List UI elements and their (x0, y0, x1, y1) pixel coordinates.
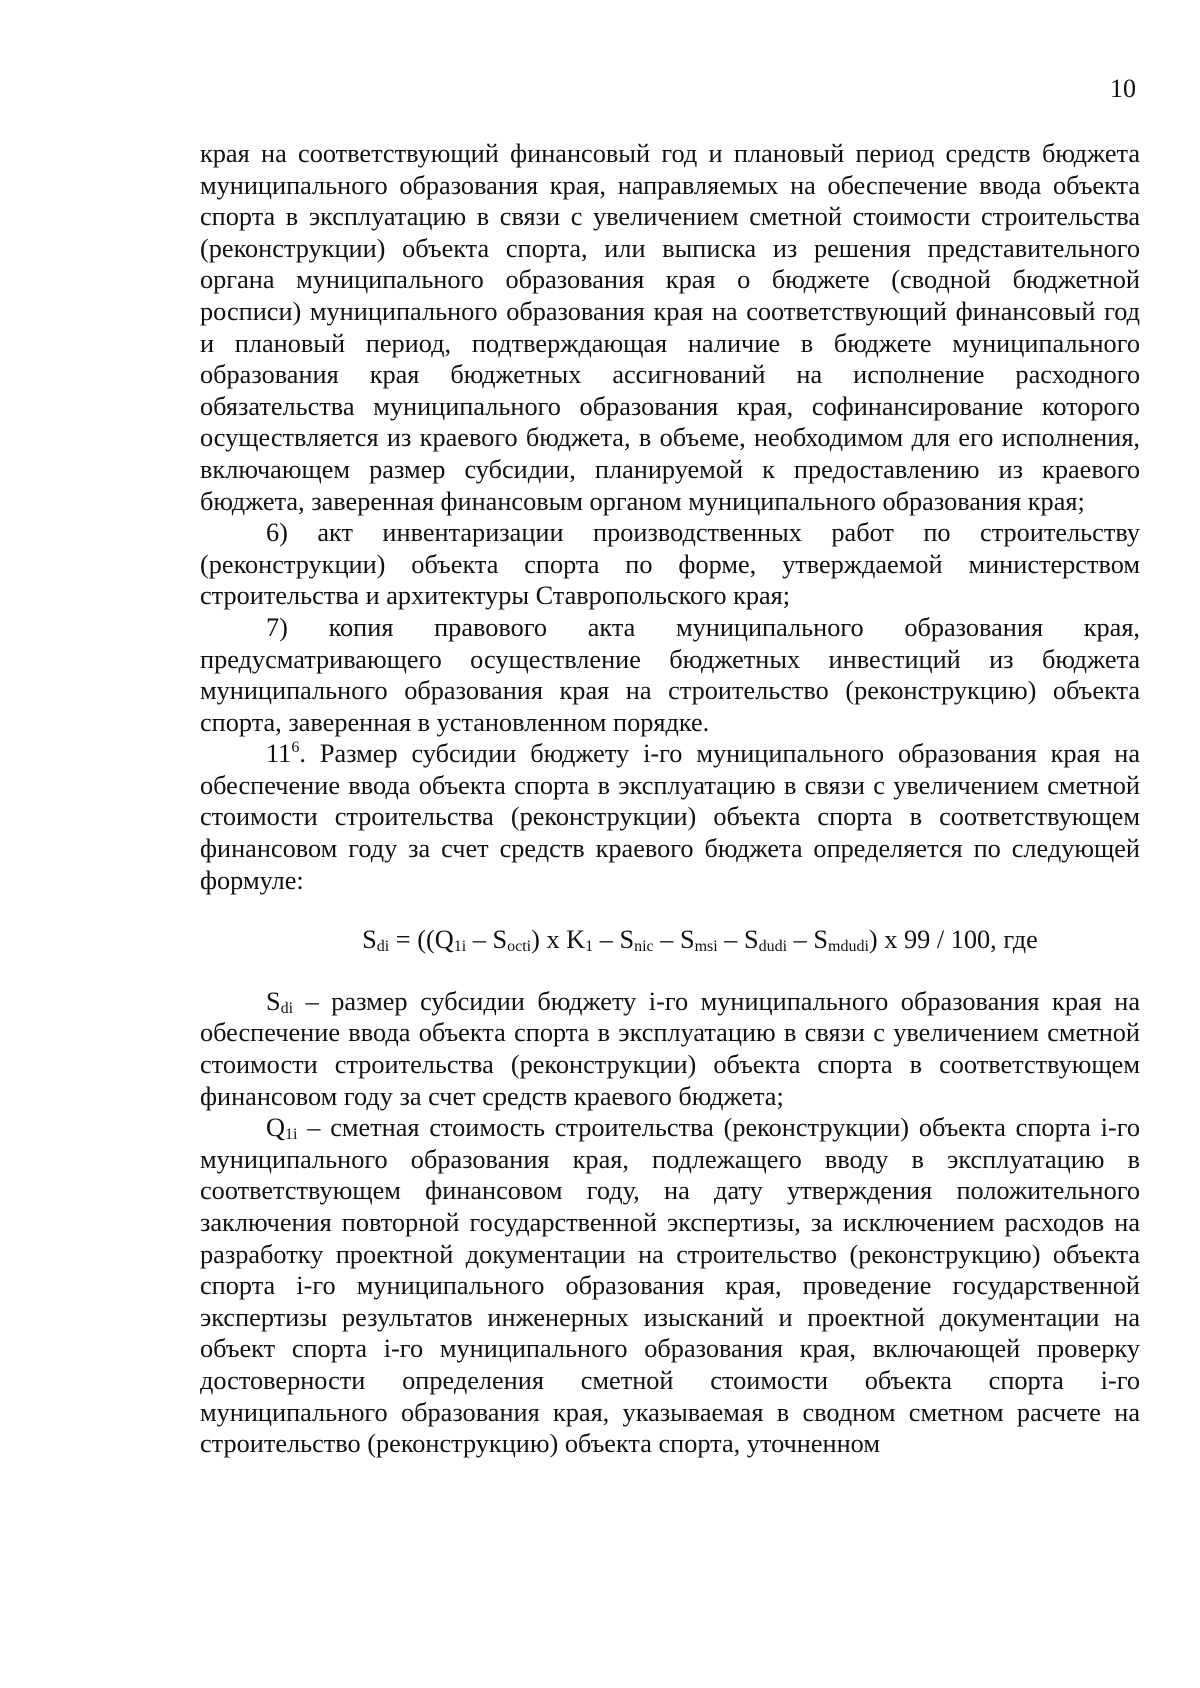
formula-operator: – (466, 925, 493, 955)
intro-paragraph: края на соответствующий финансовый год и плановый период средств бюджета муниципального образования края, направляемых на обеспечение ввода объекта спорта в эксплуатацию в связи с увеличением сметной стоимости строительства (реконструкции) объекта спорта, или выписка из решения представительного органа муниципального образования края о бюджете (сводной бюджетной росписи) муниципального образования края на соответствующий финансовый год и плановый период, подтверждающая наличие в бюджете муниципального образования края бюджетных ассигнований на исполнение расходного обязательства муниципального образования края, софинансирование которого осуществляется из краевого бюджета, в объеме, необходимом для его исполнения, включающем размер субсидии, планируемой к предоставлению из краевого бюджета, заверенная финансовым органом муниципального образования края; (200, 139, 1140, 516)
formula-operator: = ((Q (389, 925, 454, 955)
symbol-letter: S (266, 986, 281, 1016)
formula-sub: mdudi (828, 938, 869, 956)
formula-sub: 1 (585, 938, 594, 956)
item-7-paragraph: 7) копия правового акта муниципального образования края, предусматривающего осуществление бюджетных инвестиций из бюджета муниципального образования края на строительство (реконструкцию) объекта спорта, заверенная в установленном порядке. (200, 612, 1140, 737)
formula-s: S (813, 925, 829, 955)
definition-sdi (200, 986, 1140, 1112)
formula-operator: – (653, 925, 680, 955)
formula-sub: msi (694, 938, 718, 956)
definition-symbol (266, 987, 293, 1016)
definition-q1i (200, 1112, 1140, 1460)
formula-sub: octi (507, 938, 532, 956)
formula-s: S (679, 925, 695, 955)
clause-number: 11 (266, 739, 292, 769)
formula-s: S (492, 925, 508, 955)
clause-superscript: 6 (291, 739, 300, 757)
formula-tail: ) x 99 / 100, где (868, 925, 1038, 955)
symbol-sub: 1i (285, 1126, 298, 1144)
formula-sub: dudi (758, 938, 788, 956)
formula-s: S (362, 925, 377, 955)
formula-sub: di (376, 938, 390, 956)
clause-11-6-paragraph (200, 738, 1140, 896)
formula-operator: – (787, 925, 814, 955)
formula-operator: – (593, 925, 620, 955)
symbol-sub: di (280, 999, 294, 1017)
page-number: 10 (1110, 74, 1136, 103)
subsidy-formula (200, 924, 1140, 956)
definition-text: – сметная стоимость строительства (реконструкции) объекта спорта i-го муниципального образования края, подлежащего вводу в эксплуатацию в соответствующем финансовом году, на дату утверждения положительного заключения повторной государственной экспертизы, за исключением расходов на разработку проектной документации на строительство (реконструкцию) объекта спорта i-го муниципального образования края, проведение государственной экспертизы результатов инженерных изысканий и проектной документации на объект спорта i-го муниципального образования края, включающей проверку достоверности определения сметной стоимости объекта спорта i-го муниципального образования края, указываемая в сводном сметном расчете на строительство (реконструкцию) объекта спорта, уточненном (200, 1113, 1140, 1459)
definition-text: – размер субсидии бюджету i-го муниципального образования края на обеспечение ввода объекта спорта в эксплуатацию в связи с увеличением сметной стоимости строительства (реконструкции) объекта спорта в соответствующем финансовом году за счет средств краевого бюджета; (200, 986, 1140, 1111)
formula-sub: nic (634, 938, 654, 956)
formula-operator: ) x K (531, 925, 586, 955)
item-6-paragraph: 6) акт инвентаризации производственных работ по строительству (реконструкции) объекта спорта по форме, утверждаемой министерством строительства и архитектуры Ставропольского края; (200, 518, 1140, 611)
formula-s: S (744, 925, 759, 955)
document-body (200, 138, 1140, 1460)
formula-operator: – (717, 925, 744, 955)
formula-sub: 1i (453, 938, 467, 956)
definition-symbol (266, 1113, 297, 1142)
clause-text: . Размер субсидии бюджету i-го муниципального образования края на обеспечение ввода объекта спорта в эксплуатацию в связи с увеличением сметной стоимости строительства (реконструкции) объекта спорта в соответствующем финансовом году за счет средств краевого бюджета определяется по следующей формуле: (200, 739, 1140, 895)
formula-s: S (619, 925, 635, 955)
symbol-letter: Q (266, 1113, 285, 1143)
